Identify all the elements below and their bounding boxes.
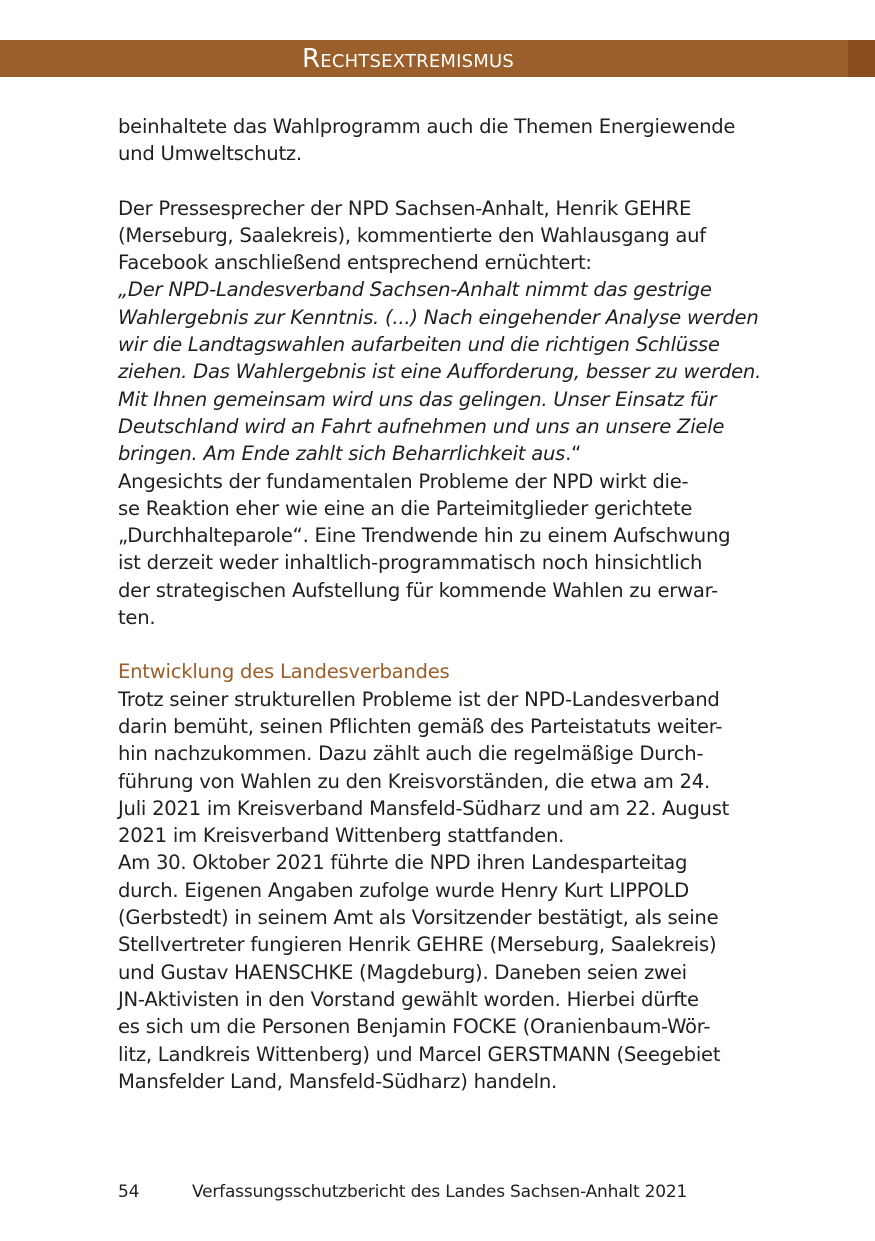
paragraph-gap: [118, 168, 768, 195]
paragraph-press-spokesman: [118, 195, 768, 632]
text-line: darin bemüht, seinen Pflichten gemäß des Parteistatuts weiter-: [118, 714, 723, 738]
section-title: Rechtsextremismus: [302, 44, 515, 74]
text-line: Am 30. Oktober 2021 führte die NPD ihren Landesparteitag: [118, 851, 688, 875]
text-line: „Durchhalteparole“. Eine Trendwende hin zu einem Aufschwung: [118, 524, 731, 548]
paragraph-intro: [118, 113, 768, 168]
text-line: Der Pressesprecher der NPD Sachsen-Anhalt, Henrik GEHRE: [118, 196, 692, 220]
quote-line: Wahlergebnis zur Kenntnis. (...) Nach eingehender Analyse werden: [118, 305, 759, 329]
paragraph-development: [118, 686, 768, 850]
text-line: Trotz seiner strukturellen Probleme ist der NPD-Landesverband: [118, 687, 720, 711]
quote-line: bringen. Am Ende zahlt sich Beharrlichkeit aus: [118, 442, 566, 466]
text-line: (Gerbstedt) in seinem Amt als Vorsitzender bestätigt, als seine: [118, 906, 719, 930]
page-content: [118, 113, 768, 1095]
text-line: es sich um die Personen Benjamin FOCKE (Oranienbaum-Wör-: [118, 1015, 711, 1039]
header-tab-marker: [848, 40, 875, 77]
quote-line: ziehen. Das Wahlergebnis ist eine Aufforderung, besser zu werden.: [118, 360, 762, 384]
text-line: führung von Wahlen zu den Kreisvorständen, die etwa am 24.: [118, 769, 710, 793]
quote-line: Deutschland wird an Fahrt aufnehmen und uns an unsere Ziele: [118, 414, 725, 438]
text-line: (Merseburg, Saalekreis), kommentierte den Wahlausgang auf: [118, 223, 706, 247]
text-line: litz, Landkreis Wittenberg) und Marcel GERSTMANN (Seegebiet: [118, 1042, 721, 1066]
section-header-bar: [0, 40, 875, 77]
text-line: Stellvertreter fungieren Henrik GEHRE (Merseburg, Saalekreis): [118, 933, 717, 957]
text-line: ist derzeit weder inhaltlich-programmatisch noch hinsichtlich: [118, 551, 703, 575]
text-line: beinhaltete das Wahlprogramm auch die Themen Energiewende: [118, 115, 736, 138]
text-line: der strategischen Aufstellung für kommende Wahlen zu erwar-: [118, 578, 718, 602]
text-line: Juli 2021 im Kreisverband Mansfeld-Südharz und am 22. August: [118, 796, 730, 820]
text-line: ten.: [118, 606, 156, 630]
text-line: und Umweltschutz.: [118, 142, 302, 166]
paragraph-party-congress: [118, 849, 768, 1095]
quote-close: .“: [565, 442, 581, 466]
text-line: und Gustav HAENSCHKE (Magdeburg). Daneben seien zwei: [118, 960, 687, 984]
page-footer: [118, 1180, 687, 1204]
page-number: 54: [118, 1182, 140, 1202]
text-line: JN-Aktivisten in den Vorstand gewählt worden. Hierbei dürfte: [118, 987, 699, 1011]
quote-line: „Der NPD-Landesverband Sachsen-Anhalt nimmt das gestrige: [118, 278, 712, 302]
section-heading: Entwicklung des Landesverbandes: [118, 660, 450, 684]
publication-title: Verfassungsschutzbericht des Landes Sachsen-Anhalt 2021: [192, 1182, 688, 1202]
text-line: se Reaktion eher wie eine an die Parteimitglieder gerichtete: [118, 496, 693, 520]
text-line: 2021 im Kreisverband Wittenberg stattfanden.: [118, 824, 565, 848]
quote-line: Mit Ihnen gemeinsam wird uns das gelingen. Unser Einsatz für: [118, 387, 717, 411]
text-line: durch. Eigenen Angaben zufolge wurde Henry Kurt LIPPOLD: [118, 878, 689, 902]
text-line: Mansfelder Land, Mansfeld-Südharz) handeln.: [118, 1069, 557, 1093]
text-line: hin nachzukommen. Dazu zählt auch die regelmäßige Durch-: [118, 742, 704, 766]
quote-line: wir die Landtagswahlen aufarbeiten und die richtigen Schlüsse: [118, 333, 720, 357]
text-line: Facebook anschließend entsprechend ernüchtert:: [118, 251, 592, 275]
paragraph-gap: [118, 631, 768, 658]
text-line: Angesichts der fundamentalen Probleme der NPD wirkt die-: [118, 469, 689, 493]
